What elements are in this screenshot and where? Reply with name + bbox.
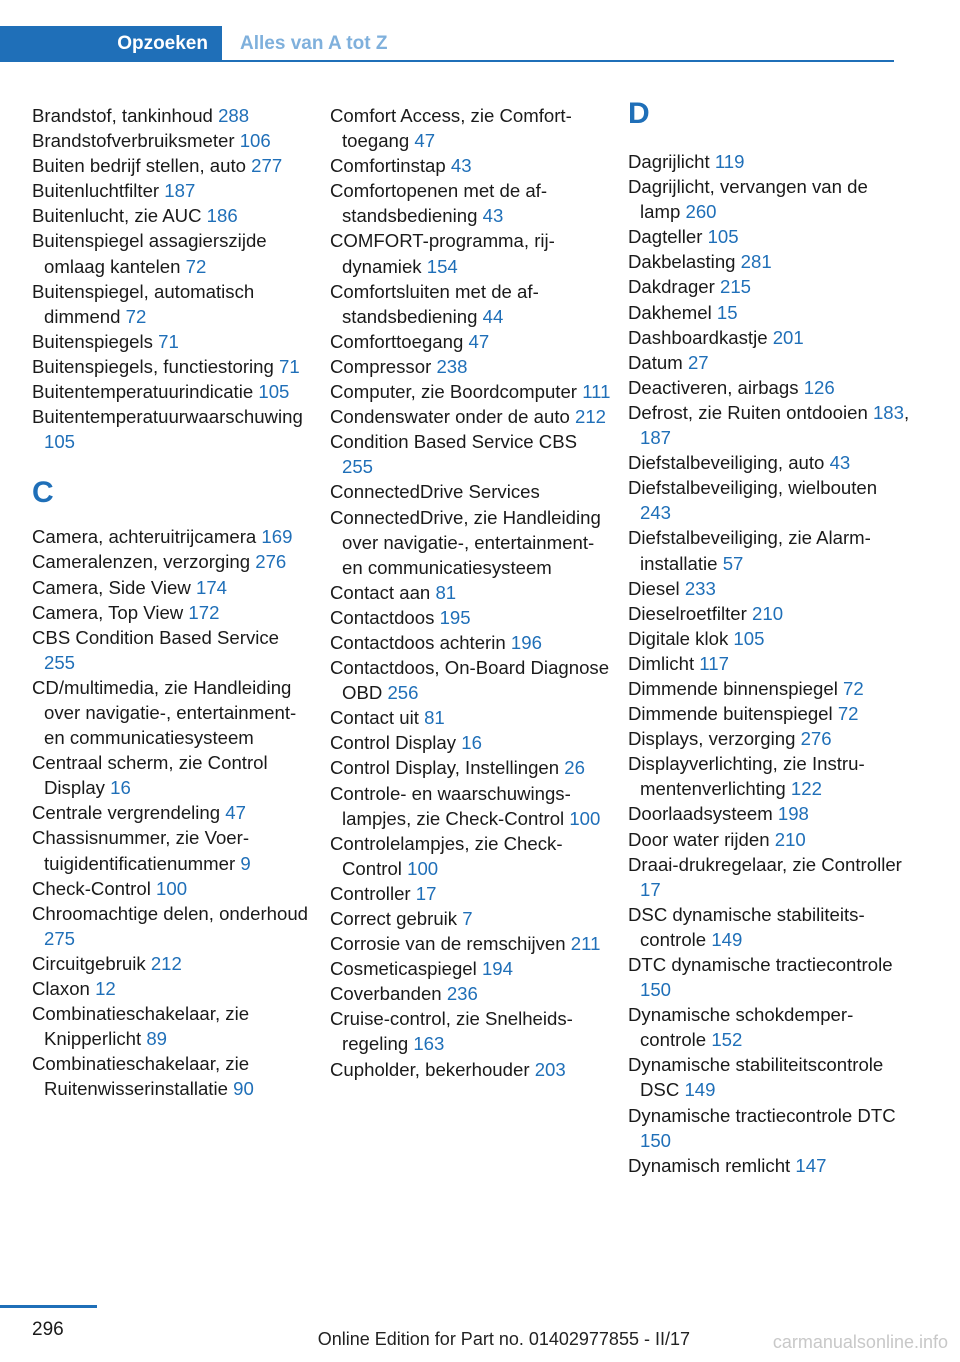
entry-term: Correct gebruik <box>330 908 458 929</box>
page-link[interactable]: 105 <box>44 431 76 453</box>
index-entry <box>628 224 910 249</box>
entry-term: DTC dynamische tractiecontrole <box>628 954 893 975</box>
page-link[interactable]: 198 <box>777 803 809 825</box>
index-entry <box>32 800 314 825</box>
index-entry <box>32 103 314 128</box>
index-entry <box>32 228 314 278</box>
entry-list-d <box>628 149 910 1178</box>
entry-term: Cameralenzen, verzorging <box>32 551 251 573</box>
page-link[interactable]: 196 <box>510 631 542 653</box>
entry-term: Diefstalbeveiliging, wielbouten <box>628 477 878 499</box>
entry-term: Draai-drukregelaar, zie Controller <box>628 853 902 875</box>
page-link[interactable]: 276 <box>800 728 832 750</box>
index-entry <box>628 701 910 726</box>
page-link[interactable]: 277 <box>251 155 283 177</box>
index-entry <box>628 149 910 174</box>
page-link[interactable]: 236 <box>446 983 478 1005</box>
page-link[interactable]: 126 <box>803 376 835 398</box>
entry-term: Combinatieschakelaar, zie Ruitenwisserinstallatie <box>32 1053 250 1100</box>
page-link[interactable]: 27 <box>687 351 709 373</box>
index-entry <box>32 625 314 675</box>
page-link[interactable]: 17 <box>640 878 661 900</box>
index-entry <box>628 576 910 601</box>
entry-term: Cupholder, bekerhouder <box>330 1058 530 1080</box>
page-link[interactable]: 89 <box>146 1028 168 1050</box>
index-entry <box>32 951 314 976</box>
index-entry <box>32 329 314 354</box>
page-link[interactable]: 183 <box>872 401 904 423</box>
index-entry <box>330 655 612 705</box>
index-entry <box>628 525 910 575</box>
page-link[interactable]: 276 <box>255 551 287 573</box>
index-entry <box>32 901 314 951</box>
entry-list-c-continued <box>330 103 612 1082</box>
entry-term: Contact aan <box>330 581 431 603</box>
index-entry <box>32 750 314 800</box>
index-entry <box>628 1052 910 1102</box>
entry-term: Combinatieschakelaar, zie Knipperlicht <box>32 1003 250 1050</box>
index-entry <box>628 450 910 475</box>
index-entry <box>32 876 314 901</box>
page-link[interactable]: 149 <box>684 1079 716 1101</box>
entry-list-c <box>32 524 314 1101</box>
index-entry <box>32 379 314 404</box>
index-entry <box>628 249 910 274</box>
page-link[interactable]: 210 <box>752 602 784 624</box>
entry-term: Buiten bedrijf stellen, auto <box>32 155 246 177</box>
page-link[interactable]: 111 <box>582 381 611 403</box>
entry-term: Controle- en waarschuwingslampjes, zie Check-Control <box>330 782 571 829</box>
entry-term: Buitenspiegels <box>32 330 153 352</box>
entry-term: Cruise-control, zie Snelheidsregeling <box>330 1008 573 1055</box>
page-link[interactable]: 16 <box>461 732 482 754</box>
page-link[interactable]: 255 <box>44 651 76 673</box>
page-link[interactable]: 154 <box>426 255 458 277</box>
page-link[interactable]: 90 <box>233 1078 254 1100</box>
entry-term: Comfortsluiten met de afstandsbediening <box>330 280 539 327</box>
entry-term: Dynamische stabiliteitscontrole DSC <box>628 1054 884 1101</box>
page-link[interactable]: 215 <box>720 276 752 298</box>
index-entry: Defrost, zie Ruiten ontdooien 183, 187 <box>628 401 910 449</box>
entry-term: Circuitgebruik <box>32 952 146 974</box>
index-entry <box>330 981 612 1006</box>
index-entry <box>330 931 612 956</box>
page-link[interactable]: 256 <box>387 682 419 704</box>
page-link[interactable]: 275 <box>44 927 76 949</box>
page-link[interactable]: 117 <box>699 652 729 674</box>
index-entry <box>330 228 612 278</box>
index-entry <box>628 300 910 325</box>
index-entry <box>628 626 910 651</box>
index-entry <box>628 375 910 400</box>
entry-term: Diefstalbeveiliging, auto <box>628 452 825 474</box>
index-entry <box>32 404 314 454</box>
page-link[interactable]: 194 <box>481 958 513 980</box>
index-entry <box>628 827 910 852</box>
entry-term: Buitentemperatuurindicatie <box>32 381 254 403</box>
watermark: carmanualsonline.info <box>772 1332 948 1352</box>
page-link[interactable]: 43 <box>482 205 504 227</box>
index-entry <box>330 781 612 831</box>
index-entry <box>32 153 314 178</box>
entry-term: Camera, Top View <box>32 601 184 623</box>
entry-term: Defrost, zie Ruiten ontdooien <box>628 401 868 423</box>
page-link[interactable]: 195 <box>439 606 471 628</box>
page-link[interactable]: 47 <box>225 802 246 824</box>
entry-term: Dagteller <box>628 226 703 248</box>
entry-term: DSC dynamische stabiliteitscontrole <box>628 903 865 950</box>
entry-term: CBS Condition Based Service <box>32 626 280 648</box>
page-link[interactable]: 201 <box>772 326 804 348</box>
entry-term: Condition Based Service CBS <box>330 431 578 453</box>
entry-term: Compressor <box>330 355 432 377</box>
entry-term: Dynamische tractiecontrole DTC <box>628 1104 896 1126</box>
index-entry <box>32 279 314 329</box>
page-link[interactable]: 81 <box>435 581 457 603</box>
index-entry <box>330 630 612 655</box>
entry-term: Buitenlucht, zie AUC <box>32 205 202 227</box>
tab-underline <box>222 60 894 62</box>
index-entry <box>32 178 314 203</box>
index-entry <box>32 600 314 625</box>
page-link[interactable]: 203 <box>534 1058 566 1080</box>
entry-term: Brandstof, tankinhoud <box>32 105 213 126</box>
entry-term: ConnectedDrive, zie Handleiding over navigatie-, entertainment- en communicatiesysteem <box>330 506 601 578</box>
index-entry <box>330 404 612 429</box>
index-entry <box>330 279 612 329</box>
entry-term: Corrosie van de remschijven <box>330 933 566 955</box>
entry-term: Doorlaadsysteem <box>628 803 773 825</box>
index-entry <box>628 751 910 801</box>
entry-term: Buitenspiegel assagierszijde omlaag kantelen <box>32 230 267 277</box>
index-entry <box>628 801 910 826</box>
entry-term: Dynamische schokdempercontrole <box>628 1004 854 1051</box>
entry-term: Diefstalbeveiliging, zie Alarminstallatie <box>628 527 871 574</box>
index-entry <box>330 881 612 906</box>
entry-term: Computer, zie Boordcomputer <box>330 381 578 403</box>
index-entry <box>628 902 910 952</box>
index-entry <box>330 730 612 755</box>
page-link[interactable]: 72 <box>837 703 859 725</box>
index-entry <box>628 852 910 902</box>
page-link[interactable]: 149 <box>711 928 743 950</box>
page-link[interactable]: 152 <box>711 1029 743 1051</box>
index-entry <box>628 325 910 350</box>
index-entry <box>32 524 314 549</box>
entry-term: COMFORT-programma, rijdynamiek <box>330 230 555 277</box>
page-link[interactable]: 44 <box>482 305 504 327</box>
entry-term: Dimlicht <box>628 652 695 674</box>
page-link[interactable]: 100 <box>407 857 439 879</box>
index-entry <box>628 1153 910 1178</box>
page-link[interactable]: 105 <box>707 226 739 248</box>
page-link[interactable]: 26 <box>564 757 585 779</box>
index-entry <box>32 1051 314 1101</box>
index-entry <box>330 1006 612 1056</box>
entry-term: Displays, verzorging <box>628 728 796 750</box>
index-entry <box>330 605 612 630</box>
entry-term: Contactdoos, On-Board Diagnose OBD <box>330 657 610 704</box>
index-entry <box>628 475 910 525</box>
edition-line: Online Edition for Part no. 01402977855 - II/17 <box>317 1329 690 1349</box>
entry-term: Dieselroetfilter <box>628 602 747 624</box>
entry-term: Chassisnummer, zie Voertuigidentificatienummer <box>32 827 250 874</box>
index-entry <box>330 153 612 178</box>
page-link[interactable]: 47 <box>468 330 490 352</box>
index-entry <box>330 379 612 404</box>
entry-term: Control Display, Instellingen <box>330 757 560 779</box>
entry-term: CD/multimedia, zie Handleiding over navigatie-, entertainment- en communicatiesysteem <box>32 676 297 749</box>
page-link[interactable]: 169 <box>261 526 293 548</box>
entry-term: Contactdoos <box>330 606 435 628</box>
index-entry <box>628 651 910 676</box>
page-link[interactable]: 71 <box>279 355 300 377</box>
entry-term: Dagrijlicht, vervangen van de lamp <box>628 176 868 223</box>
entry-term: Comfort Access, zie Comforttoegang <box>330 105 572 152</box>
entry-term: Buitenspiegels, functiestoring <box>32 355 274 377</box>
index-entry <box>32 575 314 600</box>
index-entry <box>628 601 910 626</box>
page-link[interactable]: 122 <box>790 778 822 800</box>
entry-term: Controlelampjes, zie Check-Control <box>330 832 563 879</box>
index-entry <box>330 354 612 379</box>
page-link[interactable]: 72 <box>843 677 864 699</box>
entry-term: Dimmende binnenspiegel <box>628 677 838 699</box>
page-link[interactable]: 172 <box>188 601 220 623</box>
entry-term: Dakdrager <box>628 276 715 298</box>
index-entry <box>330 755 612 780</box>
entry-term: Condenswater onder de auto <box>330 406 570 428</box>
entry-term: Door water rijden <box>628 828 770 850</box>
entry-term: Controller <box>330 882 411 904</box>
index-entry <box>32 675 314 750</box>
index-entry <box>32 1001 314 1051</box>
entry-term: Centraal scherm, zie Control Display <box>32 752 268 799</box>
entry-list-b <box>32 103 314 454</box>
tab-alles-van-a-tot-z[interactable]: Alles van A tot Z <box>240 33 388 54</box>
index-entry <box>330 329 612 354</box>
entry-term: Centrale vergrendeling <box>32 802 221 824</box>
page-link[interactable]: 174 <box>195 576 228 598</box>
footer-rule <box>0 1305 97 1308</box>
page-link[interactable]: 15 <box>716 301 738 323</box>
index-column-2 <box>330 103 612 1082</box>
entry-term: Diesel <box>628 577 680 599</box>
page-link[interactable]: 9 <box>240 852 251 874</box>
entry-term: Datum <box>628 351 683 373</box>
page-link[interactable]: 17 <box>415 882 437 904</box>
index-entry <box>330 705 612 730</box>
entry-term: Coverbanden <box>330 983 442 1005</box>
entry-term: Deactiveren, airbags <box>628 376 799 398</box>
page-link[interactable]: 150 <box>640 1129 672 1151</box>
entry-term: Dimmende buitenspiegel <box>628 703 833 725</box>
index-entry <box>32 128 314 153</box>
index-entry <box>628 274 910 299</box>
page-number: 296 <box>32 1319 64 1340</box>
entry-term: Claxon <box>32 978 90 999</box>
page-link[interactable]: 260 <box>685 201 717 223</box>
page-link[interactable]: 43 <box>450 155 472 177</box>
page-link[interactable]: 100 <box>156 877 188 899</box>
page-link[interactable]: 43 <box>829 452 851 474</box>
page-link[interactable]: 238 <box>436 355 468 377</box>
page-link[interactable]: 119 <box>714 151 745 172</box>
index-entry <box>32 354 314 379</box>
entry-term: Buitenluchtfilter <box>32 180 160 202</box>
header-tabs <box>0 26 960 62</box>
page-link[interactable]: 187 <box>164 180 196 202</box>
page-link[interactable]: 186 <box>206 205 238 227</box>
entry-term: Contactdoos achterin <box>330 631 506 653</box>
page-link[interactable]: 243 <box>640 502 672 524</box>
entry-term: Dynamisch remlicht <box>628 1154 791 1176</box>
entry-term: ConnectedDrive Services <box>330 481 540 503</box>
page-link[interactable]: 281 <box>740 251 772 273</box>
entry-term: Chroomachtige delen, onderhoud <box>32 902 309 924</box>
entry-term: Buitenspiegel, automatisch dimmend <box>32 280 255 327</box>
index-entry <box>330 1057 612 1082</box>
entry-term: Check-Control <box>32 877 151 899</box>
page-link[interactable]: 147 <box>795 1154 827 1176</box>
entry-term: Comfortopenen met de afstandsbediening <box>330 180 548 227</box>
page-link[interactable]: 210 <box>774 828 806 850</box>
entry-term: Cosmeticaspiegel <box>330 958 477 980</box>
entry-term: Displayverlichting, zie Instrumentenverlichting <box>628 753 865 800</box>
index-entry <box>32 976 314 1001</box>
entry-term: Comfortinstap <box>330 155 446 177</box>
index-entry <box>330 831 612 881</box>
page-link[interactable]: 16 <box>110 777 131 799</box>
entry-term: Camera, Side View <box>32 576 191 598</box>
index-column-1 <box>32 103 314 1101</box>
index-entry <box>330 103 612 153</box>
entry-term: Digitale klok <box>628 627 729 649</box>
entry-term: Brandstofverbruiksmeter <box>32 130 235 152</box>
section-letter-d: D <box>628 97 650 130</box>
page-link[interactable]: 255 <box>342 456 374 478</box>
page-link[interactable]: 105 <box>733 627 765 649</box>
index-entry <box>628 174 910 224</box>
page-link[interactable]: 105 <box>258 381 290 403</box>
index-entry <box>330 479 612 504</box>
index-entry <box>628 676 910 701</box>
page-link[interactable]: 212 <box>575 406 607 428</box>
index-entry <box>628 1002 910 1052</box>
index-entry <box>330 429 612 479</box>
index-entry <box>32 549 314 574</box>
page-link[interactable]: 12 <box>95 978 116 999</box>
index-entry <box>330 505 612 580</box>
entry-term: Control Display <box>330 732 457 754</box>
page-link[interactable]: 100 <box>569 807 601 829</box>
index-entry <box>32 825 314 875</box>
index-entry <box>330 178 612 228</box>
entry-term: Contact uit <box>330 707 419 729</box>
index-entry <box>32 203 314 228</box>
page-link[interactable]: 72 <box>185 255 207 277</box>
entry-term: Dagrijlicht <box>628 151 710 172</box>
entry-term: Dakbelasting <box>628 251 736 273</box>
page-link[interactable]: 72 <box>125 305 147 327</box>
entry-term: Dakhemel <box>628 301 712 323</box>
entry-term: Comforttoegang <box>330 330 464 352</box>
entry-term: Camera, achteruitrijcamera <box>32 526 257 548</box>
page-link[interactable]: 233 <box>684 577 716 599</box>
page-link[interactable]: 47 <box>414 130 436 152</box>
page-link[interactable]: 106 <box>239 130 271 152</box>
page-link[interactable]: 150 <box>640 979 672 1001</box>
page-link[interactable]: 81 <box>424 707 445 729</box>
page-link[interactable]: 187 <box>640 427 672 449</box>
index-entry <box>628 1103 910 1153</box>
tab-opzoeken[interactable]: Opzoeken <box>0 26 222 62</box>
page-link[interactable]: 7 <box>462 908 473 929</box>
index-entry <box>628 350 910 375</box>
index-entry <box>330 580 612 605</box>
page-link[interactable]: 71 <box>158 330 179 352</box>
page-link[interactable]: 57 <box>722 552 744 574</box>
page-link[interactable]: 211 <box>570 933 601 955</box>
entry-term: Dashboardkastje <box>628 326 768 348</box>
index-column-3 <box>628 97 910 1178</box>
page-link[interactable]: 212 <box>150 952 182 974</box>
page-link[interactable]: 288 <box>218 105 250 126</box>
index-entry <box>628 952 910 1002</box>
page-link[interactable]: 163 <box>413 1033 445 1055</box>
section-letter-c: C <box>32 476 54 510</box>
index-entry <box>628 726 910 751</box>
entry-term: Buitentemperatuurwaarschuwing <box>32 406 303 428</box>
index-entry <box>330 956 612 981</box>
index-entry <box>330 906 612 931</box>
